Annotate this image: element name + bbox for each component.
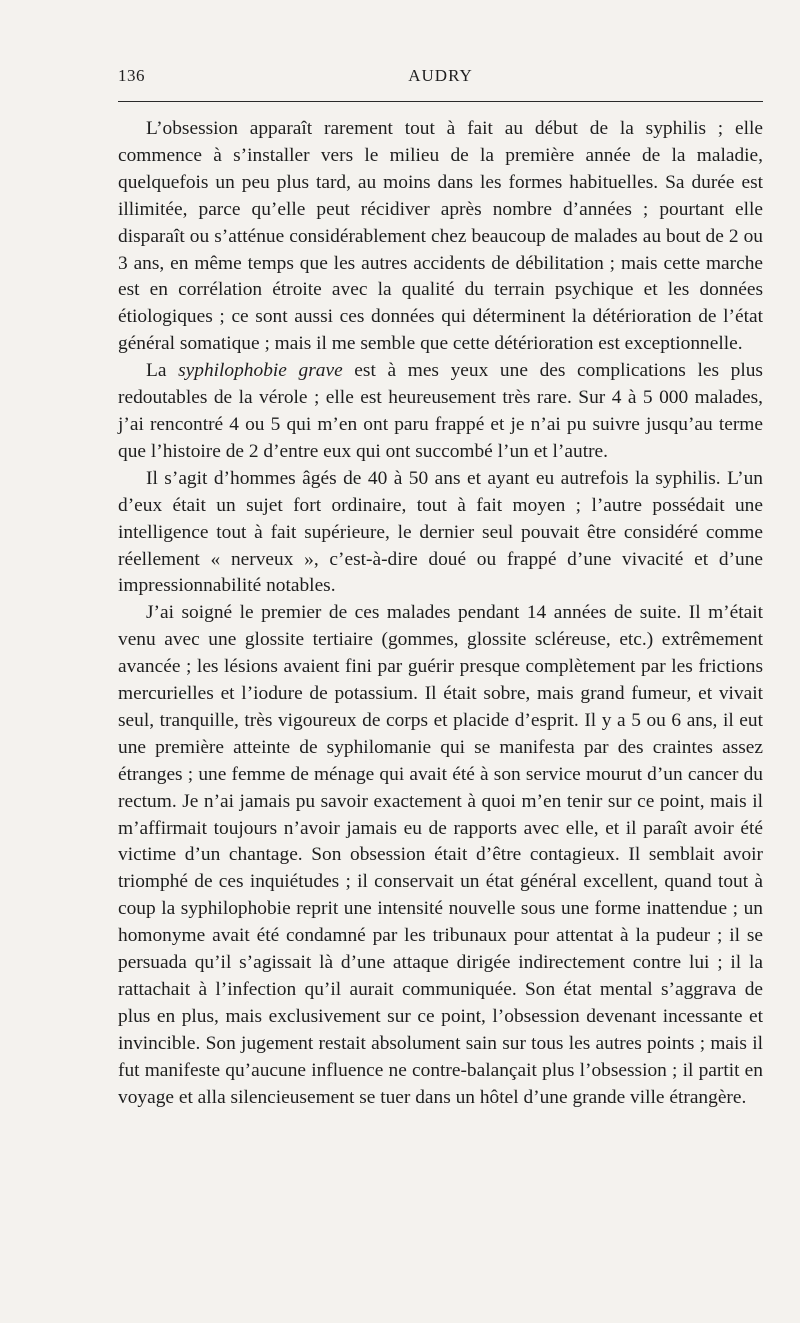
paragraph-text: J’ai soigné le premier de ces malades pendant 14 années de suite. Il m’était venu avec une glossite tertiaire (gommes, glossite scléreuse, etc.) extrêmement avancée ; les lésions avaient fini par guérir presque complètement par les frictions mercurielles et l’iodure de potassium. Il était sobre, mais grand fumeur, et vivait seul, tranquille, très vigoureux de corps et placide d’esprit. Il y a 5 ou 6 ans, il eut une première atteinte de syphilomanie qui se manifesta par des craintes assez étranges ; une femme de ménage qui avait été à son service mourut d’un cancer du rectum. Je n’ai jamais pu savoir exactement à quoi m’en tenir sur ce point, mais il m’affirmait toujours n’avoir jamais eu de rapports avec elle, et il paraît avoir été victime d’un chantage. Son obsession était d’être contagieux. Il semblait avoir triomphé de ces inquiétudes ; il conservait un état général excellent, quand tout à coup la syphilophobie reprit une intensité nouvelle sous une forme inattendue ; un homonyme avait été condamné par les tribunaux pour attentat à la pudeur ; il se persuada qu’il s’agissait là d’une attaque dirigée indirectement contre lui ; il la rattachait à l’infection qu’il aurait communiquée. Son état mental s’aggrava de plus en plus, mais exclusivement sur ce point, l’obsession devenant incessante et invincible. Son jugement restait absolument sain sur tous les autres points ; mais il fut manifeste qu’aucune influence ne contre-balançait plus l’obsession ; il partit en voyage et alla silencieusement se tuer dans un hôtel d’une grande ville étrangère. (118, 602, 763, 1108)
paragraph-2 (118, 358, 763, 466)
paragraph-1 (118, 116, 763, 358)
italic-term: syphilophobie grave (178, 360, 343, 382)
paragraph-text: L’obsession apparaît rarement tout à fait au début de la syphilis ; elle commence à s’installer vers le milieu de la première année de la maladie, quelquefois un peu plus tard, au moins dans les formes habituelles. Sa durée est illimitée, parce qu’elle peut récidiver après nombre d’années ; pourtant elle disparaît ou s’atténue considérablement chez beaucoup de malades au bout de 2 ou 3 ans, en même temps que les autres accidents de débilitation ; mais cette marche est en corrélation étroite avec la qualité du terrain psychique et les données étiologiques ; ce sont aussi ces données qui déterminent la détérioration de l’état général somatique ; mais il me semble que cette détérioration est exceptionnelle. (118, 118, 763, 355)
page-header (118, 66, 763, 92)
body-text (118, 116, 763, 1112)
running-head: AUDRY (408, 66, 473, 85)
paragraph-text: est à mes yeux une des complications les plus redoutables de la vérole ; elle est heureusement très rare. Sur 4 à 5 000 malades, j’ai rencontré 4 ou 5 qui m’en ont paru frappé et je n’ai pu suivre jusqu’au terme que l’histoire de 2 d’entre eux qui ont succombé l’un et l’autre. (118, 360, 763, 462)
paragraph-text: Il s’agit d’hommes âgés de 40 à 50 ans et ayant eu autrefois la syphilis. L’un d’eux était un sujet fort ordinaire, tout à fait moyen ; l’autre possédait une intelligence tout à fait supérieure, le dernier seul pouvait être considéré comme réellement « nerveux », c’est-à-dire doué ou frappé d’une vivacité et d’une impressionnabilité notables. (118, 467, 763, 597)
paragraph-3 (118, 466, 763, 601)
paragraph-lead: La (146, 360, 179, 382)
header-rule (118, 101, 763, 102)
page-number: 136 (118, 66, 145, 85)
paragraph-4 (118, 600, 763, 1111)
